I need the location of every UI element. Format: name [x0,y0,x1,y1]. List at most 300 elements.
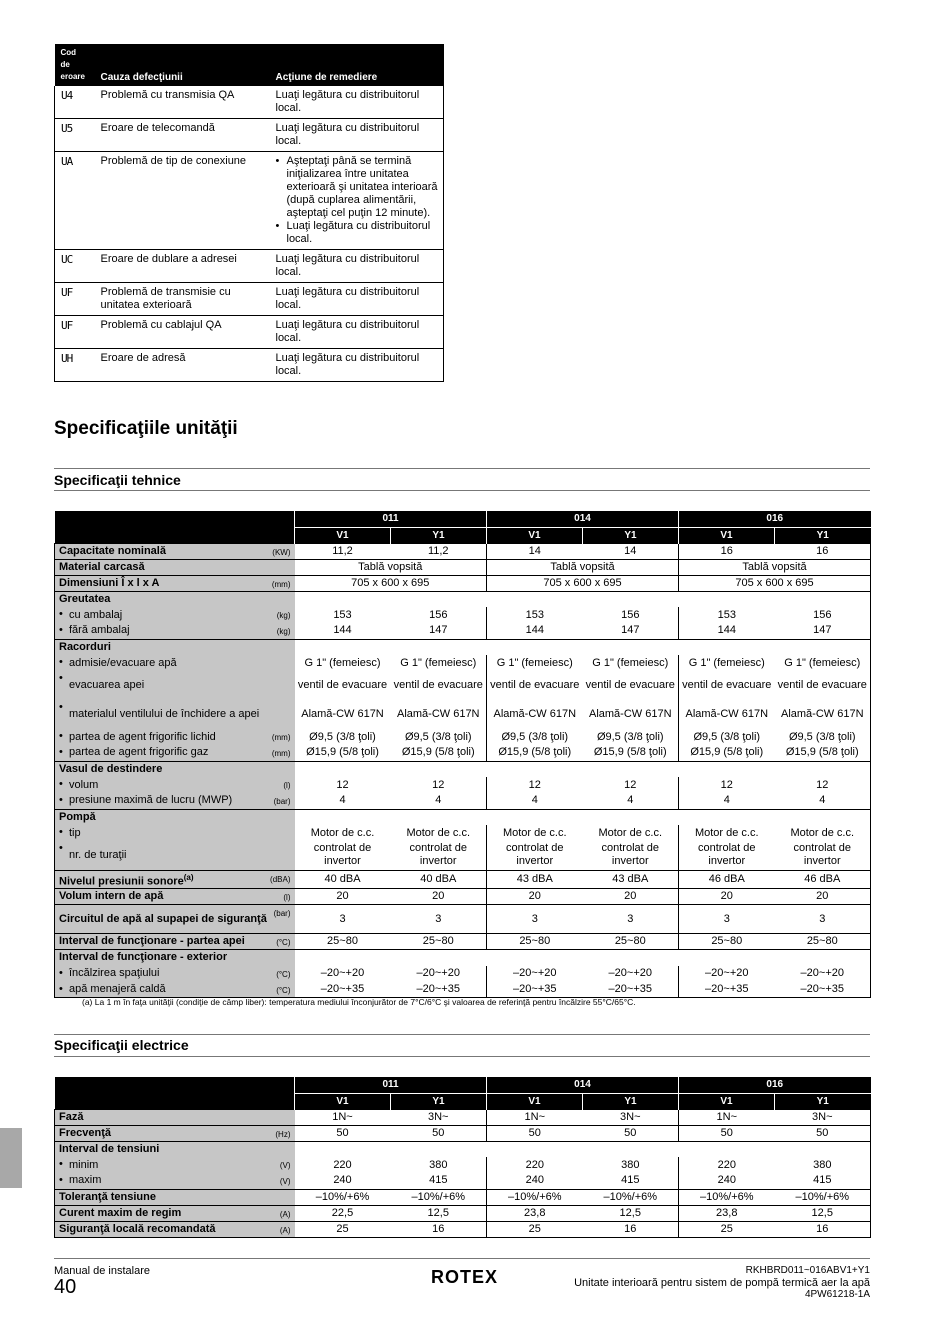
spec-value: Ø15,9 (5/8 ţoli) [775,745,871,761]
spec-value: 153 [717,608,736,621]
spec-label-text: Volum intern de apă [59,890,164,903]
spec-group-label: Pompă [55,809,295,825]
variant-header: Y1 [583,1093,679,1109]
spec-value: G 1" (femeiesc) [304,656,381,669]
spec-value: 50 [583,1125,679,1141]
spec-value: 20 [487,889,583,905]
spec-value: 240 [717,1174,736,1187]
spec-label [55,934,295,950]
spec-value: 380 [391,1157,487,1173]
error-cause: Problemă de transmisie cu unitatea exterioară [95,283,270,316]
spec-label [55,543,295,559]
spec-value: Ø15,9 (5/8 ţoli) [391,745,487,761]
spec-row [55,825,871,841]
spec-value: 153 [333,608,352,621]
variant-header: V1 [487,1093,583,1109]
spec-value: 20 [295,889,391,905]
spec-value: 25~80 [295,934,391,950]
spec-unit: (mm) [271,733,291,742]
spec-row [55,607,871,623]
cause-header: Cauza defecţiunii [95,44,270,86]
model-header: 014 [487,511,679,527]
spec-value: Alamă-CW 617N [301,708,384,720]
spec-value: –20~+35 [295,982,391,998]
spec-value: ventil de evacuare [775,671,871,700]
spec-value: 14 [487,543,583,559]
footer-doc-info [574,1265,870,1301]
spec-label [55,1221,295,1237]
spec-value: 156 [583,607,679,623]
variant-header: Y1 [775,1093,871,1109]
spec-group-label: Racorduri [55,639,295,655]
spec-value: 50 [679,1125,775,1141]
spec-group-fill [295,1141,871,1157]
spec-value: 11,2 [295,543,391,559]
spec-unit: (A) [279,1225,291,1235]
variant-header: V1 [295,1093,391,1109]
spec-label [55,1189,295,1205]
spec-value: Alamă-CW 617N [685,708,769,720]
spec-unit: (mm) [271,579,291,589]
spec-value: –10%/+6% [295,1189,391,1205]
spec-value: 705 x 600 x 695 [487,575,679,591]
model-header: 016 [679,1077,871,1093]
spec-row [55,793,871,809]
spec-value: 3N~ [391,1109,487,1125]
spec-label-text: Capacitate nominală [59,544,166,557]
error-code: UF [55,316,95,349]
spec-value: 40 dBA [391,870,487,889]
technical-heading: Specificaţii tehnice [54,472,181,488]
spec-label-text: Material carcasă [59,560,145,573]
spec-label-text: evacuarea apei [69,679,145,691]
spec-label-text: tip [69,826,81,839]
variant-header: V1 [679,1093,775,1109]
variant-header: V1 [295,527,391,543]
spec-value: 25 [487,1221,583,1237]
spec-label [55,905,295,934]
spec-row [55,575,871,591]
spec-group-fill [295,591,871,607]
error-action: Luaţi legătura cu distribuitorul local. [270,283,444,316]
spec-value: 144 [333,624,352,637]
spec-value: 144 [525,624,544,637]
spec-unit: (bar) [273,909,291,919]
spec-value: 25~80 [679,934,775,950]
error-action: Luaţi legătura cu distribuitorul local. [270,316,444,349]
error-cause: Eroare de dublare a adresei [95,250,270,283]
spec-label-text: maxim [69,1174,102,1187]
spec-value: Alamă-CW 617N [583,700,679,729]
error-cause: Eroare de telecomandă [95,119,270,152]
spec-row [55,623,871,639]
spec-value: 16 [583,1221,679,1237]
electrical-heading: Specificaţii electrice [54,1037,189,1053]
spec-value: 12,5 [775,1205,871,1221]
spec-value: 4 [723,794,730,807]
spec-value: 240 [333,1174,352,1187]
spec-value: 25~80 [391,934,487,950]
spec-value: controlat de invertor [313,842,372,868]
error-cause: Problemă de tip de conexiune [95,152,270,250]
spec-label [55,982,295,998]
spec-value: Alamă-CW 617N [775,700,871,729]
spec-value: 4 [339,794,346,807]
spec-value: 23,8 [487,1205,583,1221]
spec-value: 12,5 [391,1205,487,1221]
spec-label-text: Siguranţă locală recomandată [59,1222,216,1235]
error-action [270,152,444,250]
spec-row [55,870,871,889]
spec-value: 240 [525,1174,544,1187]
spec-row [55,1125,871,1141]
spec-value: 25 [679,1221,775,1237]
spec-value: 156 [391,607,487,623]
spec-label-text: materialul ventilului de închidere a apei [69,708,260,720]
spec-value: –20~+20 [513,967,557,980]
spec-group-label: Interval de tensiuni [55,1141,295,1157]
spec-label [55,870,295,889]
spec-value: Motor de c.c. [694,826,759,839]
spec-value: –20~+35 [487,982,583,998]
footer-model: RKHBRD011~016ABV1+Y1 [745,1265,870,1276]
spec-label [55,655,295,671]
spec-value: 153 [525,608,544,621]
spec-label-text: fără ambalaj [69,624,130,637]
spec-unit: (KW) [272,547,291,557]
variant-header: V1 [679,527,775,543]
spec-value: 20 [679,889,775,905]
spec-value: 25~80 [583,934,679,950]
error-cause: Problemă cu transmisia QA [95,86,270,119]
spec-value: 3N~ [775,1109,871,1125]
section-divider [54,468,870,469]
spec-value: G 1" (femeiesc) [775,655,871,671]
spec-row [55,559,871,575]
spec-label [55,671,295,700]
spec-row [55,1157,871,1173]
footer-doc-code: 4PW61218-1A [804,1289,870,1300]
spec-value: ventil de evacuare [490,679,580,691]
spec-row [55,700,871,729]
spec-label-text: presiune maximă de lucru (MWP) [69,794,233,807]
spec-unit: (kg) [276,627,291,636]
spec-label-text: apă menajeră caldă [69,982,166,995]
spec-value: 46 dBA [775,870,871,889]
spec-value: 1N~ [487,1109,583,1125]
spec-label [55,777,295,793]
model-header: 014 [487,1077,679,1093]
spec-label-text: Curent maxim de regim [59,1206,182,1219]
spec-label [55,1205,295,1221]
spec-value: 12 [583,777,679,793]
spec-label [55,966,295,982]
header-blank [55,1093,295,1109]
model-header: 011 [295,511,487,527]
spec-label [55,729,295,745]
spec-row [55,1109,871,1125]
spec-value: Ø9,5 (3/8 ţoli) [309,730,376,743]
spec-label-text: Toleranţă tensiune [59,1190,156,1203]
spec-value: 147 [583,623,679,639]
spec-value: 3 [487,905,583,934]
spec-label-text: partea de agent frigorific gaz [69,746,209,759]
spec-value: 12 [336,778,349,791]
spec-value: –10%/+6% [679,1189,775,1205]
spec-value: Motor de c.c. [583,825,679,841]
spec-group-row [55,809,871,825]
spec-value: Ø15,9 (5/8 ţoli) [583,745,679,761]
spec-group-label: Vasul de destindere [55,761,295,777]
spec-value: controlat de invertor [506,842,564,868]
spec-value: 16 [775,1221,871,1237]
spec-value: 25 [295,1221,391,1237]
spec-unit: (Hz) [275,1129,291,1139]
footer-description: Unitate interioară pentru sistem de pompă termică aer la apă [574,1277,870,1289]
spec-label [55,623,295,639]
spec-value: 25~80 [775,934,871,950]
spec-value: G 1" (femeiesc) [391,655,487,671]
error-code-table [54,44,444,382]
action-bullet: • Luaţi legătura cu distribuitorul local. [276,220,440,246]
action-bullet: • Aşteptaţi până se termină iniţializarea între unitatea exterioară şi unitatea interioară (după cuplarea alimentării, aşteptaţi cel puţin 12 minute). [276,155,440,220]
spec-value: 20 [775,889,871,905]
spec-value: 156 [775,607,871,623]
spec-value: 12 [391,777,487,793]
spec-value: G 1" (femeiesc) [583,655,679,671]
spec-value: Tablă vopsită [295,559,487,575]
spec-value: 144 [717,624,736,637]
spec-value: Motor de c.c. [391,825,487,841]
spec-row [55,966,871,982]
error-code: U4 [55,86,95,119]
spec-value: 50 [487,1125,583,1141]
section-divider [54,490,870,491]
spec-value: Motor de c.c. [310,826,375,839]
spec-value: 4 [391,793,487,809]
action-header: Acţiune de remediere [270,44,444,86]
spec-group-row [55,1141,871,1157]
spec-row [55,745,871,761]
spec-value: –10%/+6% [583,1189,679,1205]
spec-label-text: Fază [59,1110,84,1123]
variant-header: Y1 [391,1093,487,1109]
spec-value: 50 [775,1125,871,1141]
spec-group-fill [295,950,871,966]
spec-row [55,729,871,745]
spec-value: Tablă vopsită [487,559,679,575]
footer-divider [54,1258,870,1259]
spec-value: 3 [583,905,679,934]
electrical-spec-table [54,1077,871,1238]
error-action: Luaţi legătura cu distribuitorul local. [270,119,444,152]
spec-value: 12 [528,778,541,791]
side-tab [0,1128,22,1188]
error-row [55,119,444,152]
error-row [55,250,444,283]
spec-label-text: Circuitul de apă al supapei de siguranţă [59,912,267,925]
spec-unit: (kg) [276,611,291,620]
spec-row [55,1173,871,1189]
spec-label [55,559,295,575]
spec-row [55,655,871,671]
spec-group-row [55,591,871,607]
spec-value: –20~+20 [705,967,749,980]
spec-unit: (°C) [276,938,291,948]
spec-value: 415 [775,1173,871,1189]
spec-label [55,841,295,870]
footnote-ref: (a) [183,872,194,882]
page-number: 40 [54,1276,77,1298]
spec-value: 3 [775,905,871,934]
spec-value: Motor de c.c. [502,826,567,839]
spec-label [55,700,295,729]
spec-value: 4 [775,793,871,809]
spec-value: Ø9,5 (3/8 ţoli) [775,729,871,745]
spec-value: Ø9,5 (3/8 ţoli) [391,729,487,745]
spec-value: 415 [583,1173,679,1189]
spec-value: 43 dBA [487,870,583,889]
spec-unit: (l) [283,781,291,790]
spec-value: ventil de evacuare [297,679,388,691]
spec-label [55,607,295,623]
spec-label-text: nr. de turaţii [69,848,127,861]
spec-row [55,982,871,998]
spec-value: 147 [391,623,487,639]
spec-row [55,889,871,905]
footer-manual-title: Manual de instalare [54,1265,151,1277]
spec-value: –20~+20 [391,966,487,982]
spec-value: Tablă vopsită [679,559,871,575]
spec-value: Ø15,9 (5/8 ţoli) [306,746,379,759]
section-divider [54,1034,870,1035]
model-header: 011 [295,1077,487,1093]
spec-unit: (bar) [273,797,291,806]
error-code: UC [55,250,95,283]
error-action: Luaţi legătura cu distribuitorul local. [270,86,444,119]
spec-value: 14 [583,543,679,559]
spec-value: 25~80 [487,934,583,950]
spec-row [55,1189,871,1205]
spec-value: 20 [391,889,487,905]
spec-value: 50 [391,1125,487,1141]
spec-value: Ø9,5 (3/8 ţoli) [583,729,679,745]
section-divider [54,1056,870,1057]
spec-unit: (V) [279,1177,291,1186]
spec-value: 11,2 [391,543,487,559]
spec-group-label: Interval de funcţionare - exterior [55,950,295,966]
spec-value: 3N~ [583,1109,679,1125]
spec-value: –10%/+6% [487,1189,583,1205]
spec-value: controlat de invertor [583,841,679,870]
spec-unit: (dBA) [270,874,291,884]
spec-value: –20~+35 [775,982,871,998]
spec-value: 23,8 [679,1205,775,1221]
spec-group-fill [295,809,871,825]
spec-value: Ø9,5 (3/8 ţoli) [501,730,569,743]
error-code: UA [55,152,95,250]
spec-value: 22,5 [295,1205,391,1221]
spec-unit: (°C) [276,985,291,995]
variant-header: Y1 [775,527,871,543]
spec-value: –10%/+6% [391,1189,487,1205]
variant-header: Y1 [391,527,487,543]
spec-value: controlat de invertor [775,841,871,870]
spec-row [55,543,871,559]
spec-label-text: cu ambalaj [69,608,123,621]
spec-value: –20~+20 [320,967,365,980]
spec-label-text: Nivelul presiunii sonore [59,875,184,888]
spec-value: 12,5 [583,1205,679,1221]
spec-label-text: Frecvenţă [59,1126,111,1139]
spec-label [55,825,295,841]
spec-value: Alamă-CW 617N [493,708,577,720]
spec-label-text: Interval de funcţionare - partea apei [59,935,245,948]
header-blank [55,511,295,527]
spec-value: Alamă-CW 617N [391,700,487,729]
spec-unit: (°C) [276,969,291,979]
variant-header: Y1 [583,527,679,543]
spec-value: 1N~ [679,1109,775,1125]
spec-row [55,934,871,950]
spec-value: Ø15,9 (5/8 ţoli) [498,746,572,759]
rotex-logo: ROTEX [431,1267,499,1287]
spec-value: 3 [295,905,391,934]
error-code: UF [55,283,95,316]
variant-header: V1 [487,527,583,543]
spec-label-text: volum [69,778,99,791]
spec-label [55,793,295,809]
spec-value: 220 [525,1158,544,1171]
spec-value: 1N~ [295,1109,391,1125]
spec-row [55,777,871,793]
spec-value: 40 dBA [295,870,391,889]
spec-value: –20~+35 [391,982,487,998]
footnote: (a) La 1 m în faţa unităţii (condiţie de câmp liber): temperatura mediului înconjurător de 7°C/6°C şi valoarea de referinţă pentru încălzire 55°C/65°C. [82,997,636,1007]
spec-value: 50 [295,1125,391,1141]
spec-value: Ø9,5 (3/8 ţoli) [693,730,761,743]
spec-value: –20~+35 [583,982,679,998]
spec-value: 12 [775,777,871,793]
spec-group-label: Greutatea [55,591,295,607]
header-blank [55,1077,295,1093]
spec-unit: (V) [279,1161,291,1170]
spec-row [55,1221,871,1237]
spec-value: 147 [775,623,871,639]
spec-value: Ø15,9 (5/8 ţoli) [690,746,764,759]
spec-value: 220 [333,1158,352,1171]
spec-row [55,1205,871,1221]
spec-label [55,1125,295,1141]
technical-spec-table [54,511,871,998]
spec-value: G 1" (femeiesc) [496,656,573,669]
spec-value: 380 [775,1157,871,1173]
spec-value: 12 [720,778,733,791]
error-row [55,152,444,250]
error-code: UH [55,349,95,382]
error-row [55,86,444,119]
error-row [55,283,444,316]
spec-group-row [55,639,871,655]
spec-value: 3 [391,905,487,934]
spec-unit: (A) [279,1209,291,1219]
spec-row [55,841,871,870]
spec-value: 16 [679,543,775,559]
spec-value: 705 x 600 x 695 [295,575,487,591]
spec-label [55,575,295,591]
spec-group-fill [295,761,871,777]
spec-value: 415 [391,1173,487,1189]
